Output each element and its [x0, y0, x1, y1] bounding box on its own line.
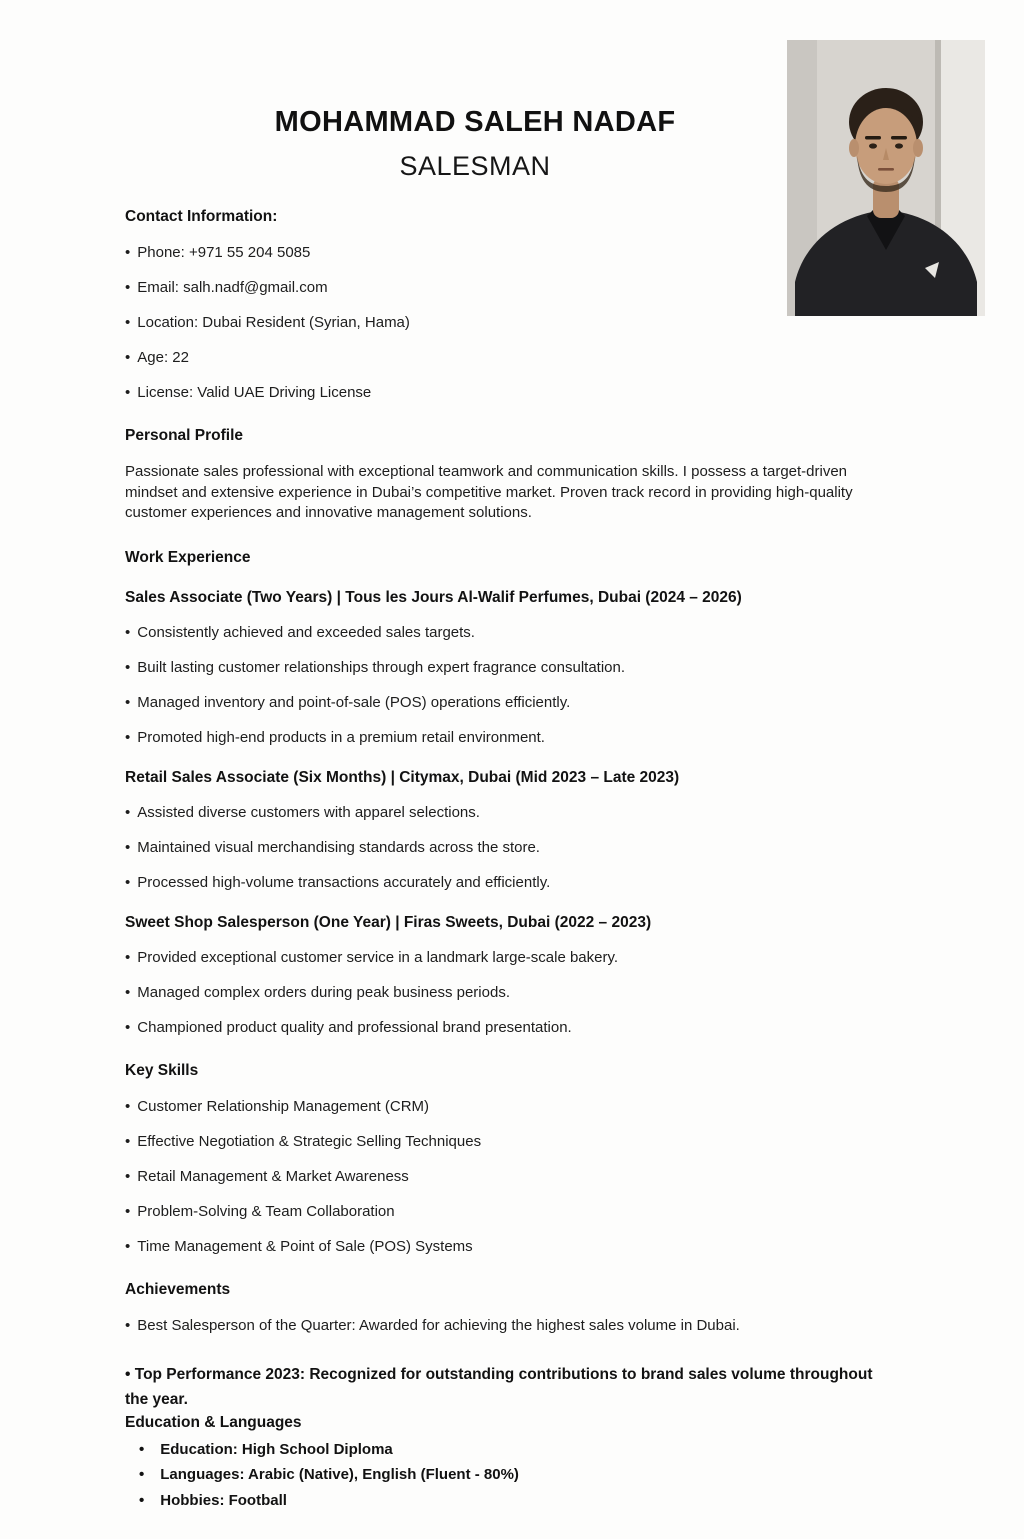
skills-list	[125, 1097, 883, 1256]
bullet-marker: •	[125, 1237, 131, 1255]
job-bullet	[125, 983, 883, 1002]
contact-item	[125, 313, 883, 332]
job-bullet-text: Built lasting customer relationships through expert fragrance consultation.	[137, 658, 626, 676]
contact-item-text: License: Valid UAE Driving License	[137, 384, 372, 401]
bullet-marker: •	[125, 1365, 131, 1383]
bullet-marker: •	[139, 1466, 145, 1483]
bullet-marker: •	[125, 983, 131, 1001]
profile-heading: Personal Profile	[125, 427, 244, 444]
job-title: Retail Sales Associate (Six Months) | Citymax, Dubai (Mid 2023 – Late 2023)	[125, 768, 680, 786]
education-item	[139, 1488, 883, 1514]
candidate-title: SALESMAN	[399, 151, 551, 181]
bullet-marker: •	[125, 1316, 131, 1334]
job-entry	[125, 914, 883, 1037]
bullet-marker: •	[125, 728, 131, 746]
skill-item-text: Time Management & Point of Sale (POS) Systems	[137, 1237, 473, 1255]
job-bullet	[125, 623, 883, 642]
contact-item-text: Location: Dubai Resident (Syrian, Hama)	[137, 314, 410, 331]
job-bullet	[125, 873, 883, 892]
education-item	[139, 1437, 883, 1463]
job-bullet-text: Managed inventory and point-of-sale (POS) operations efficiently.	[137, 693, 571, 711]
job-title: Sales Associate (Two Years) | Tous les Jours Al-Walif Perfumes, Dubai (2024 – 2026)	[125, 588, 742, 606]
header	[125, 0, 825, 182]
skill-item-text: Customer Relationship Management (CRM)	[137, 1097, 430, 1115]
education-item	[139, 1462, 883, 1488]
contact-item-text: Age: 22	[137, 349, 189, 366]
candidate-name: MOHAMMAD SALEH NADAF	[274, 106, 676, 138]
job-bullet	[125, 728, 883, 747]
contact-heading: Contact Information:	[125, 208, 278, 225]
job-entry	[125, 589, 883, 747]
achievement-item-bold	[125, 1362, 883, 1412]
contact-item-text: Email: salh.nadf@gmail.com	[137, 279, 328, 296]
bullet-marker: •	[125, 1202, 131, 1220]
job-bullet-text: Provided exceptional customer service in a landmark large-scale bakery.	[137, 948, 619, 966]
job-bullet	[125, 658, 883, 677]
skill-item	[125, 1097, 883, 1116]
job-bullet	[125, 838, 883, 857]
bullet-marker: •	[125, 658, 131, 676]
bullet-marker: •	[125, 279, 131, 296]
education-item-text: Education: High School Diploma	[160, 1440, 393, 1458]
skill-item	[125, 1202, 883, 1221]
job-bullet-text: Processed high-volume transactions accurately and efficiently.	[137, 873, 551, 891]
bullet-marker: •	[125, 948, 131, 966]
job-bullet-text: Promoted high-end products in a premium retail environment.	[137, 728, 545, 746]
bullet-marker: •	[125, 314, 131, 331]
job-bullet-text: Managed complex orders during peak business periods.	[137, 983, 510, 1001]
achievements-heading: Achievements	[125, 1280, 231, 1298]
job-bullet-text: Maintained visual merchandising standards across the store.	[137, 838, 540, 856]
bullet-marker: •	[125, 623, 131, 641]
education-item-text: Hobbies: Football	[160, 1491, 287, 1509]
bullet-marker: •	[139, 1440, 145, 1458]
skill-item-text: Effective Negotiation & Strategic Selling Techniques	[137, 1132, 482, 1150]
education-heading: Education & Languages	[125, 1413, 302, 1431]
job-bullet-text: Consistently achieved and exceeded sales targets.	[137, 623, 475, 641]
job-bullet	[125, 803, 883, 822]
achievement-item	[125, 1316, 883, 1335]
skill-item-text: Retail Management & Market Awareness	[137, 1167, 409, 1185]
bullet-marker: •	[125, 1132, 131, 1150]
contact-list	[125, 243, 883, 402]
bullet-marker: •	[125, 244, 131, 261]
experience-heading: Work Experience	[125, 548, 251, 566]
job-bullet	[125, 948, 883, 967]
bullet-marker: •	[125, 838, 131, 856]
job-entry	[125, 769, 883, 892]
contact-item	[125, 348, 883, 367]
job-bullet	[125, 693, 883, 712]
education-item-text: Languages: Arabic (Native), English (Fluent - 80%)	[160, 1466, 519, 1483]
resume-content	[125, 0, 883, 1513]
skill-item	[125, 1237, 883, 1256]
bullet-marker: •	[139, 1491, 145, 1509]
achievement-item-text: Best Salesperson of the Quarter: Awarded for achieving the highest sales volume in Dubai.	[137, 1316, 740, 1334]
job-title: Sweet Shop Salesperson (One Year) | Firas Sweets, Dubai (2022 – 2023)	[125, 913, 652, 931]
bullet-marker: •	[125, 873, 131, 891]
job-bullet	[125, 1018, 883, 1037]
bullet-marker: •	[125, 1018, 131, 1036]
bullet-marker: •	[125, 1167, 131, 1185]
contact-item	[125, 243, 883, 262]
skills-heading: Key Skills	[125, 1061, 199, 1079]
profile-text: Passionate sales professional with exceptional teamwork and communication skills. I possess a target-driven mindset and extensive experience in Dubai’s competitive market. Proven track record in providing high-quality customer experiences and innovative management solutions.	[125, 463, 853, 521]
achievement-item-bold-text: Top Performance 2023: Recognized for outstanding contributions to brand sales volume throughout the year.	[125, 1365, 873, 1408]
education-list	[125, 1437, 883, 1514]
skill-item	[125, 1132, 883, 1151]
contact-item	[125, 383, 883, 402]
contact-item	[125, 278, 883, 297]
contact-item-text: Phone: +971 55 204 5085	[137, 244, 311, 261]
bullet-marker: •	[125, 384, 131, 401]
job-bullet-text: Championed product quality and professional brand presentation.	[137, 1018, 572, 1036]
job-bullet-text: Assisted diverse customers with apparel selections.	[137, 803, 480, 821]
bullet-marker: •	[125, 803, 131, 821]
skill-item	[125, 1167, 883, 1186]
bullet-marker: •	[125, 349, 131, 366]
skill-item-text: Problem-Solving & Team Collaboration	[137, 1202, 395, 1220]
bullet-marker: •	[125, 1097, 131, 1115]
bullet-marker: •	[125, 693, 131, 711]
